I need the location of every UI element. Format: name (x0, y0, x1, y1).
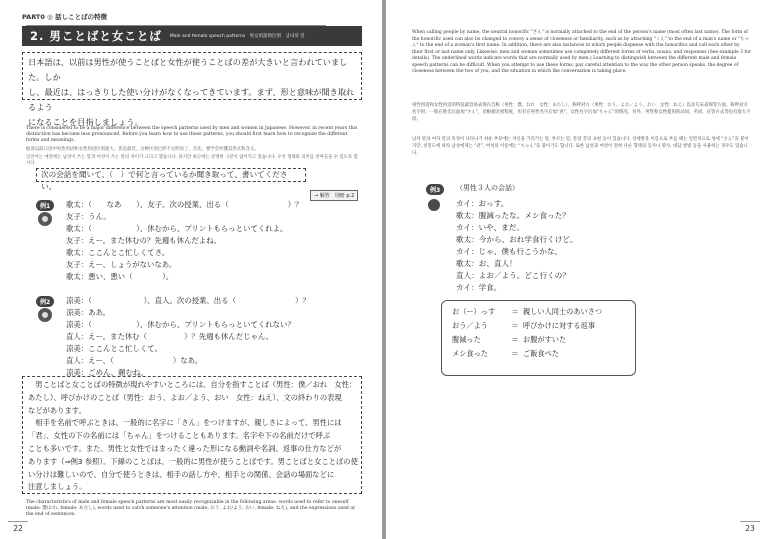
example3-line-8: カイ：学食。 (456, 283, 502, 292)
summary-row (452, 305, 625, 319)
body-jp-line-5: 「君」、女性の下の名前には「ちゃん」をつけることもあります。名字や下の名前だけで呼ぶ (28, 431, 331, 441)
body-jp-line-8: い分けは難しいので、自分で使うときは、相手の話し方や、相手との関係、会話の場面などに (28, 469, 335, 479)
example1-line-4: 友子：えー。また休むの？先週も休んだよね。 (66, 236, 221, 245)
body-jp-line-9: 注意しましょう。 (28, 482, 87, 492)
intro-jp-line-3: になることを目指しましょう。 (28, 117, 143, 127)
part-label-text: PART0 ◎ 話しことばの特徴 (22, 13, 108, 21)
intro-jp-box (22, 52, 362, 127)
example2-line-3: 涼美：（ ）、休むから、プリントもらっといてくれない？ (66, 320, 295, 329)
summary-meaning: 親しい人同士のあいさつ (523, 307, 603, 316)
chapter-header (22, 26, 362, 46)
summary-term: お（ー）っす (452, 307, 496, 316)
answer-reference: → 解答 別冊 p.2 (310, 190, 358, 201)
example3-line-5: カイ：じゃ、僕も行こうかな。 (456, 247, 563, 256)
right-para-en: When calling people by name, the neutral honorific "さん" is normally attached to the end of the person's name (most often last name). The form of the honorific used can also be changed to convey a sense of closeness or familiarity, such as by attaching "くん" to the end of a man's name or "ちゃん" to the end of a woman's first name. In addition, there are also instances in which people dispense with the honorifics and call each other by their first or last name only. Likewise, men and women sometimes use completely different forms of verbs, nouns, and responses (See example 3 for details). The underlined words indicate words that are normally used by men.) Learning to distinguish between the different male and female speech patterns can be difficult. When you attempt to use these forms, pay careful attention to the way the other person speaks, the degree of closeness between the two of you, and the situation in which the conversation is taking place. (412, 30, 751, 74)
vocabulary-summary-box (441, 300, 636, 376)
summary-meaning: 呼びかけに対する返事 (523, 321, 595, 330)
example2-line-5: 涼美：ここんとこ忙しくて。 (66, 344, 162, 353)
example2-line-6: 直人：えー、（ ）なあ。 (66, 356, 203, 365)
body-jp-box (22, 376, 362, 494)
audio-disc-icon[interactable] (38, 308, 52, 322)
summary-term: おう／よう (452, 321, 488, 330)
equals-sign: ＝ (511, 349, 519, 358)
example2-line-1: 涼美：（ ）、直人。次の授業、出る（ ）？ (66, 296, 310, 305)
body-jp-line-6: ことも多いです。また、男性と女性ではまったく違った形になる動詞や名詞、返事の仕方などが (28, 443, 342, 453)
intro-zh: 据说以前日语中男性用语和女性用语区别很大。但是最近，这种区别已经不太明显了。首先，要学会听懂其形式和含义。 (26, 146, 259, 152)
page-number-left: 22 (8, 521, 28, 533)
chapter-title: 2. 男ことばと女ことば (30, 29, 162, 43)
right-para-zh: 男性用语和女性用语的特征最容易表现在自称（男性：僕、おれ 女性：あたし）、称呼对方（男性：おう、よお／よう、おい 女性：ねえ）以及句末表现等方面。称呼对方名字时，一般在姓氏后面加“さん”，但根据亲密程度，也有在男性名字后加“君”，女性名字后加“ちゃん”的情况。另外，男性和女性使用的动词、名词、应答方式等也有很大不同。 (412, 103, 751, 122)
equals-sign: ＝ (511, 321, 519, 330)
equals-sign: ＝ (511, 335, 519, 344)
summary-row (452, 347, 625, 361)
body-jp-line-2: あたし）、呼びかけのことば（男性：おう、よお／よう、おい 女性：ねえ）、文の終わりの表現 (28, 392, 342, 402)
intro-ko: 일본어는 예전에는 남성이 쓰는 말과 여성이 쓰는 말의 차이가 크다고 했습니다. 하지만 최근에는 분명한 구분이 없어지고 있습니다. 우선 형태와 의미를 알아들을 수 있도록 합시다. (26, 154, 358, 167)
example3-line-6: 歌太：お、直人！ (456, 259, 517, 268)
intro-en: There is considered to be a major difference between the speech patterns used by men and women in Japanese. However, in recent years this distinction has become less pronounced. Before you learn how to use these patterns, you should first learn how to recognize the different forms and meanings. (26, 126, 358, 144)
audio-disc-icon[interactable] (428, 199, 440, 211)
audio-disc-icon[interactable] (38, 212, 52, 226)
example3-caption: （男性３人の会話） (456, 184, 519, 192)
right-para-ko: 남자 말과 여자 말의 특징이 나타나기 쉬운 부분에는 자신을 가리키는 말, 부르는 말, 문장 끝의 표현 등이 있습니다. 상대방을 이름으로 부를 때는 일반적으로 성에 “さん”을 붙이지만, 친밀도에 따라 남성에게는 “君”, 여성의 이름에는 “ちゃん”을 붙이기도 합니다. 또한 남성과 여성이 전혀 다른 형태의 동사나 명사, 대답 방법 등을 사용하는 경우도 있습니다. (412, 137, 749, 156)
instruction-text: 次の会話を聞いて、（ ）で何と言っているか聞き取って、書いてください。 (41, 170, 288, 191)
intro-translations (26, 126, 358, 167)
example1-line-5: 歌太：ここんとこ忙しくてさ。 (66, 248, 170, 257)
example3-line-4: 歌太：今から、おれ学食行くけど。 (456, 235, 578, 244)
chapter-subtitle: Male and female speech patterns 男女用語的区別 남녀의 말 (169, 34, 305, 39)
example1-line-2: 友子：うん。 (66, 212, 111, 221)
example2-line-2: 涼美：ああ。 (66, 308, 111, 317)
summary-term: メシ食った (452, 349, 488, 358)
intro-jp-line-1: 日本語は、以前は男性が使うことばと女性が使うことばの差が大きいと言われていました。しか (28, 57, 348, 82)
example1-line-7: 歌太：悪い、悪い（ ）。 (66, 272, 174, 281)
example3-line-7: 直人：よお／よう。どこ行くの？ (456, 271, 570, 280)
summary-row (452, 333, 625, 347)
example3-line-3: カイ：いや、まだ。 (456, 223, 524, 232)
summary-row (452, 319, 625, 333)
body-jp-line-4: 相手を名前で呼ぶときは、一般的に名字に「さん」をつけますが、親しさによって、男性には (28, 418, 342, 428)
right-page (386, 0, 768, 539)
left-page (0, 0, 382, 539)
example2-line-4: 直人：えー。また休む（ ）？先週も休んだじゃん。 (66, 332, 274, 341)
summary-meaning: ご飯食べた (523, 349, 559, 358)
equals-sign: ＝ (511, 307, 519, 316)
instruction-box (36, 168, 306, 191)
example3-line-1: カイ：おっす。 (456, 199, 509, 208)
body-jp-line-3: などがあります。 (28, 405, 86, 415)
example2-label: 例2 (36, 296, 54, 307)
example3-label: 例3 (426, 184, 444, 195)
body-jp-line-7: あります（⇒例3 参照）。下線のことばは、一般的に男性が使うことばです。男ことばと女ことばの使 (28, 456, 358, 466)
body-en: The characteristics of male and female speech patterns are most easily recognizable in the following areas: words used to refer to oneself (male: 僕/おれ, female: あたし), words used to catch someone's attention (male: おう, よお/よう, おい, female: ねえ), and the expressions used at the end of sentences. (26, 500, 355, 518)
example3-line-2: 歌太：腹減ったな。メシ食った？ (456, 211, 570, 220)
example1-line-3: 歌太：（ ）、休むから、プリントもらっといてくれよ。 (66, 224, 288, 233)
summary-term: 腹減った (452, 335, 481, 344)
example2-line-7: 涼美：ごめん、頼むね。 (66, 368, 148, 377)
intro-jp-line-2: し、最近は、はっきりした使い分けがなくなってきています。まず、形と意味が聞き取れるよう (28, 87, 355, 112)
example1-line-6: 友子：えー、しょうがないなあ。 (66, 260, 177, 269)
example1-label: 例1 (36, 200, 54, 211)
summary-meaning: お腹がすいた (523, 335, 567, 344)
example1-line-1: 歌太：（ なあ ）、友子。次の授業、出る（ ）？ (66, 200, 303, 209)
page-number-right: 23 (740, 521, 760, 533)
body-jp-line-1: 男ことばと女ことばの特徴が現れやすいところには、自分を指すことば（男性：僕／おれ 女性： (28, 380, 357, 389)
